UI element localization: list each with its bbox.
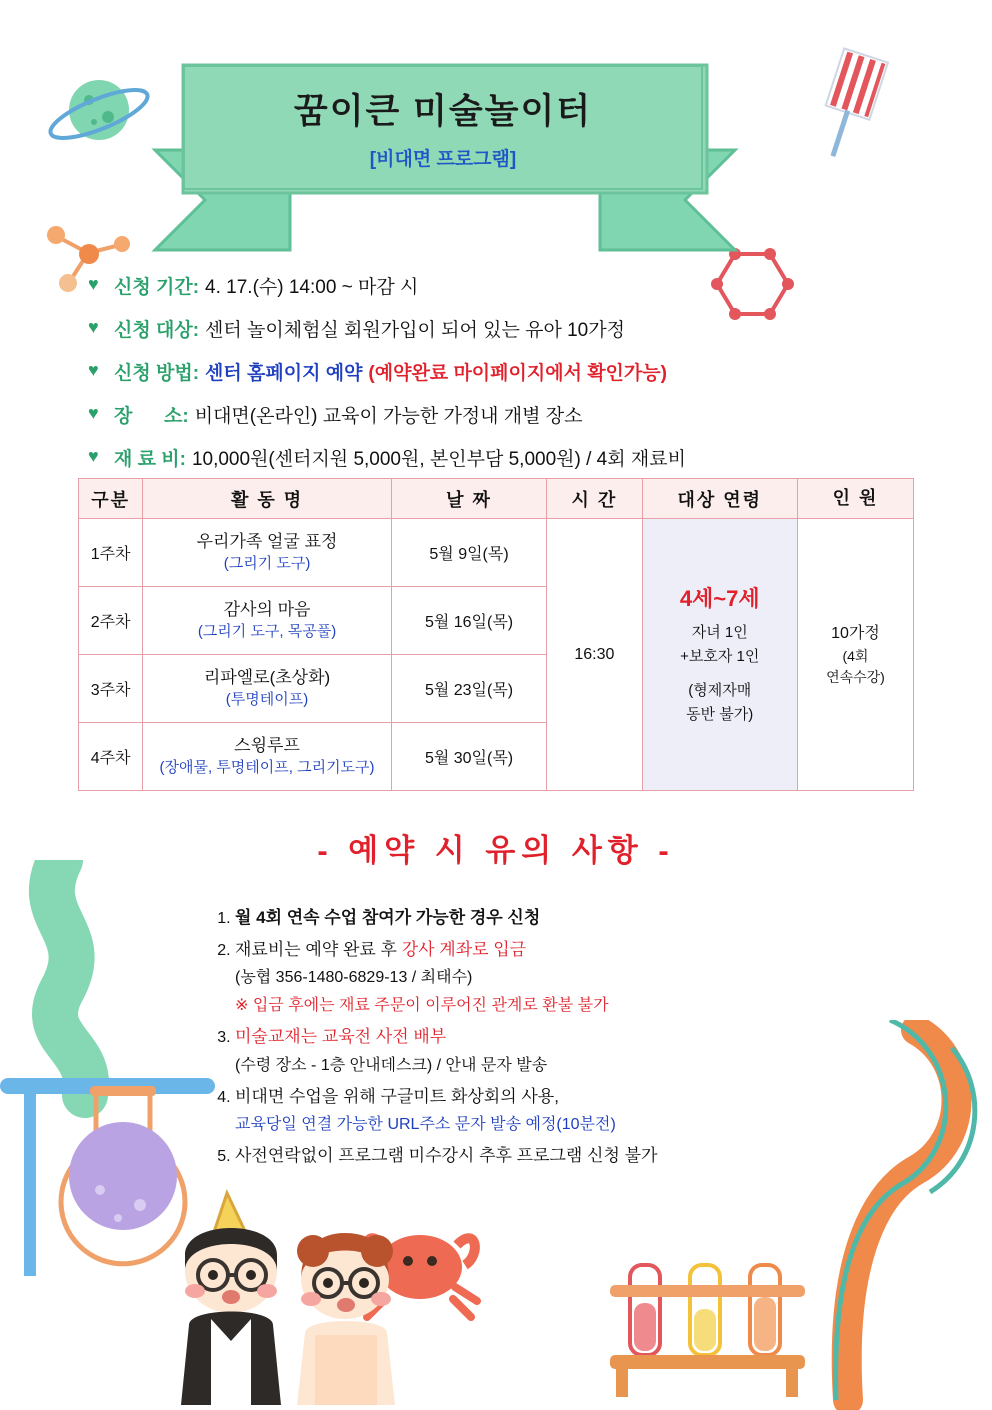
notice-list bbox=[205, 905, 885, 1175]
table-row bbox=[79, 519, 914, 587]
cell-activity bbox=[143, 519, 392, 587]
notice-item-5-text: 사전연락없이 프로그램 미수강시 추후 프로그램 신청 불가 bbox=[235, 1146, 658, 1165]
notice-item-3-text: 미술교재는 교육전 사전 배부 bbox=[235, 1027, 447, 1046]
heart-icon: ♥ bbox=[88, 317, 99, 337]
schedule-table bbox=[78, 478, 914, 791]
cell-time: 16:30 bbox=[547, 519, 642, 791]
notice-item-4 bbox=[235, 1084, 885, 1138]
notice-item-1-text: 월 4회 연속 수업 참여가 가능한 경우 신청 bbox=[235, 908, 541, 927]
th-week: 구분 bbox=[79, 479, 143, 519]
cell-activity bbox=[143, 723, 392, 791]
info-row-place bbox=[88, 401, 968, 428]
info-value-place: 비대면(온라인) 교육이 가능한 가정내 개별 장소 bbox=[194, 406, 583, 427]
info-row-method bbox=[88, 358, 968, 385]
th-activity: 활 동 명 bbox=[143, 479, 392, 519]
capacity-sub-1: (4회 bbox=[842, 647, 869, 664]
cell-activity bbox=[143, 655, 392, 723]
cell-week: 3주차 bbox=[79, 655, 143, 723]
cell-activity bbox=[143, 587, 392, 655]
activity-main: 우리가족 얼굴 표정 bbox=[196, 531, 338, 551]
activity-sub: (그리기 도구, 목공풀) bbox=[197, 622, 337, 640]
cell-date: 5월 16일(목) bbox=[391, 587, 546, 655]
info-row-target bbox=[88, 315, 968, 342]
notice-item-2 bbox=[235, 937, 885, 1019]
age-line-3: (형제자매 bbox=[688, 682, 752, 699]
heart-icon: ♥ bbox=[88, 403, 99, 423]
info-row-period bbox=[88, 272, 968, 299]
notice-item-4-sub-1: 교육당일 연결 가능한 URL주소 문자 발송 예정(10분전) bbox=[235, 1116, 616, 1133]
age-line-2: +보호자 1인 bbox=[680, 648, 760, 665]
capacity-main: 10가정 bbox=[831, 624, 880, 642]
header-banner bbox=[45, 55, 845, 255]
notice-item-4-text: 비대면 수업을 위해 구글미트 화상회의 사용, bbox=[235, 1086, 559, 1106]
info-label-period: 신청 기간: bbox=[114, 277, 200, 298]
notice-item-3-sub-1: (수령 장소 - 1층 안내데스크) / 안내 문자 발송 bbox=[235, 1056, 548, 1074]
info-list bbox=[88, 272, 968, 487]
th-capacity: 인 원 bbox=[797, 479, 913, 519]
info-label-place: 장 소: bbox=[114, 406, 189, 427]
notice-item-2-sub-2: ※ 입금 후에는 재료 주문이 이루어진 관계로 환불 불가 bbox=[235, 997, 609, 1014]
page-subtitle: [비대면 프로그램] bbox=[369, 149, 517, 170]
cell-date: 5월 23일(목) bbox=[391, 655, 546, 723]
notice-item-5 bbox=[235, 1143, 885, 1169]
info-value-method-note: (예약완료 마이페이지에서 확인가능) bbox=[368, 363, 667, 384]
activity-main: 감사의 마음 bbox=[223, 599, 311, 619]
notice-title: - 예약 시 유의 사항 - bbox=[317, 833, 675, 868]
children-illustration bbox=[165, 1175, 495, 1405]
info-value-fee: 10,000원(센터지원 5,000원, 본인부담 5,000원) / 4회 재료비 bbox=[191, 449, 686, 470]
info-value-method: 센터 홈페이지 예약 bbox=[205, 363, 363, 384]
info-value-period: 4. 17.(수) 14:00 ~ 마감 시 bbox=[205, 277, 419, 298]
info-row-fee bbox=[88, 444, 968, 471]
notice-item-3 bbox=[235, 1024, 885, 1078]
notice-item-2-sub-1: (농협 356-1480-6829-13 / 최태수) bbox=[235, 969, 473, 986]
cell-week: 1주차 bbox=[79, 519, 143, 587]
banner-text-box bbox=[183, 65, 703, 190]
table-header-row bbox=[79, 479, 914, 519]
cell-date: 5월 30일(목) bbox=[391, 723, 546, 791]
notice-item-1 bbox=[235, 905, 885, 931]
cell-date: 5월 9일(목) bbox=[391, 519, 546, 587]
capacity-sub-2: 연속수강) bbox=[826, 668, 885, 685]
notice-item-2-text: 재료비는 예약 완료 후 bbox=[235, 939, 402, 959]
info-label-method: 신청 방법: bbox=[114, 363, 200, 384]
info-label-target: 신청 대상: bbox=[114, 320, 200, 341]
th-age: 대상 연령 bbox=[642, 479, 797, 519]
cell-week: 2주차 bbox=[79, 587, 143, 655]
info-label-fee: 재 료 비: bbox=[114, 449, 186, 470]
page-title: 꿈이큰 미술놀이터 bbox=[293, 92, 593, 131]
info-value-target: 센터 놀이체험실 회원가입이 되어 있는 유아 10가정 bbox=[205, 320, 625, 341]
notice-item-2-highlight: 강사 계좌로 입금 bbox=[401, 939, 527, 959]
heart-icon: ♥ bbox=[88, 274, 99, 294]
th-date: 날 짜 bbox=[391, 479, 546, 519]
test-tube-rack-illustration bbox=[600, 1225, 900, 1400]
activity-sub: (투명테이프) bbox=[225, 690, 309, 708]
th-time: 시 간 bbox=[547, 479, 642, 519]
age-line-1: 자녀 1인 bbox=[691, 624, 748, 641]
heart-icon: ♥ bbox=[88, 360, 99, 380]
activity-main: 리파엘로(초상화) bbox=[203, 667, 331, 687]
heart-icon: ♥ bbox=[88, 446, 99, 466]
cell-capacity bbox=[797, 519, 913, 791]
activity-sub: (그리기 도구) bbox=[223, 554, 311, 572]
age-headline: 4세~7세 bbox=[679, 586, 760, 611]
age-line-4: 동반 불가) bbox=[686, 706, 754, 723]
activity-sub: (장애물, 투명테이프, 그리기도구) bbox=[159, 758, 375, 776]
cell-age bbox=[642, 519, 797, 791]
cell-week: 4주차 bbox=[79, 723, 143, 791]
activity-main: 스윙루프 bbox=[234, 735, 300, 755]
